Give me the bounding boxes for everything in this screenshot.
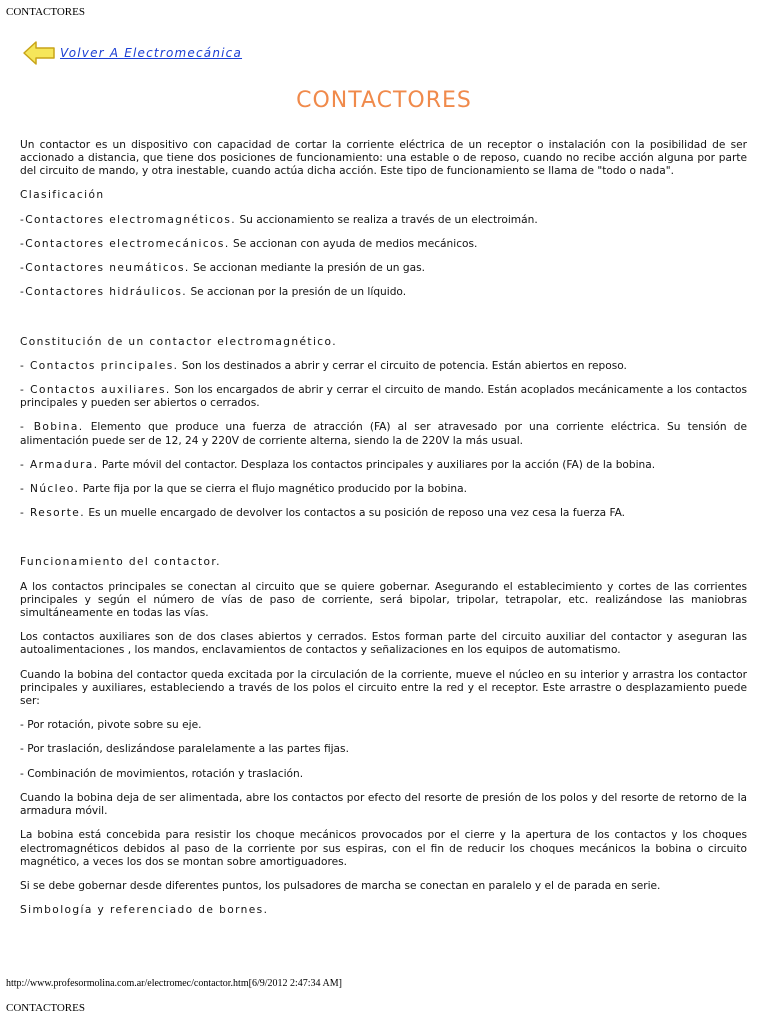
back-arrow-icon[interactable] <box>22 40 56 66</box>
funcionamiento-heading: Funcionamiento del contactor. <box>20 556 221 569</box>
constitucion-term: - Bobina. <box>20 421 84 434</box>
constitucion-term: - Contactos principales. <box>20 359 179 372</box>
constitucion-item <box>20 421 747 447</box>
page-title: CONTACTORES <box>296 88 472 113</box>
funcionamiento-paragraph: Cuando la bobina del contactor queda excitada por la circulación de la corriente, mueve el núcleo en su interior y arrastra los contactor principales y auxiliares, estableciendo a través de los polos el circuito entre la red y el receptor. Este arrastre o desplazamiento puede ser: <box>20 668 747 708</box>
print-header-title: CONTACTORES <box>6 6 85 18</box>
funcionamiento-paragraph: A los contactos principales se conectan al circuito que se quiere gobernar. Asegurando el establecimiento y cortes de las corrientes principales y según el número de vías de paso de corriente, será bipolar, tripolar, tetrapolar, etc. realizándose las maniobras simultáneamente en todas las vías. <box>20 580 747 620</box>
funcionamiento-paragraph: Cuando la bobina deja de ser alimentada, abre los contactos por efecto del resorte de presión de los polos y del resorte de retorno de la armadura móvil. <box>20 791 747 818</box>
intro-paragraph: Un contactor es un dispositivo con capacidad de cortar la corriente eléctrica de un receptor o instalación con la posibilidad de ser accionado a distancia, que tiene dos posiciones de funcionamiento: una estable o de reposo, cuando no recibe acción alguna por parte del circuito de mando, y otra inestable, cuando actúa dicha acción. Este tipo de funcionamiento se llama de "todo o nada". <box>20 139 747 178</box>
funcionamiento-paragraph: La bobina está concebida para resistir los choque mecánicos provocados por el cierre y la apertura de los contactos y los choques electromagnéticos debidos al paso de la corriente por sus espiras, con el fin de reducir los choques mecánicos la bobina o circuito magnético, a veces los dos se montan sobre amortiguadores. <box>20 829 747 868</box>
movement-list-item: - Combinación de movimientos, rotación y traslación. <box>20 767 304 780</box>
funcionamiento-paragraph: Si se debe gobernar desde diferentes puntos, los pulsadores de marcha se conectan en paralelo y el de parada en serie. <box>20 879 661 892</box>
clasificacion-heading: Clasificación <box>20 188 105 201</box>
article-content <box>20 139 747 917</box>
constitucion-term: - Núcleo. <box>20 483 80 496</box>
constitucion-text: Parte móvil del contactor. Desplaza los contactos principales y auxiliares por la acción (FA) de la bobina. <box>98 458 656 471</box>
constitucion-term: - Contactos auxiliares. <box>20 384 171 397</box>
constitucion-text: Parte fija por la que se cierra el flujo magnético producido por la bobina. <box>79 483 467 496</box>
clasificacion-item <box>20 286 747 299</box>
clasificacion-item <box>20 214 747 227</box>
movement-list-item: - Por rotación, pivote sobre su eje. <box>20 719 202 732</box>
clasificacion-item <box>20 262 747 275</box>
constitucion-item <box>20 507 747 520</box>
constitucion-item <box>20 384 747 410</box>
clasificacion-text: Su accionamiento se realiza a través de un electroimán. <box>236 213 538 226</box>
constitucion-item <box>20 459 747 472</box>
constitucion-item <box>20 483 747 496</box>
print-footer-url: http://www.profesormolina.com.ar/electromec/contactor.htm[6/9/2012 2:47:34 AM] <box>6 978 342 989</box>
clasificacion-term: -Contactores neumáticos. <box>20 262 190 275</box>
constitucion-text: Son los encargados de abrir y cerrar el circuito de mando. Están acoplados mecánicamente a los contactos principales y pueden ser abiertos o cerrados. <box>20 384 747 410</box>
back-to-electromecanica-link[interactable]: Volver A Electromecánica <box>60 46 243 60</box>
clasificacion-text: Se accionan mediante la presión de un gas. <box>189 262 425 275</box>
movement-list-item: - Por traslación, deslizándose paralelamente a las partes fijas. <box>20 743 349 756</box>
back-navigation[interactable] <box>22 40 242 66</box>
clasificacion-term: -Contactores electromecánicos. <box>20 238 230 251</box>
constitucion-text: Es un muelle encargado de devolver los contactos a su posición de reposo una vez cesa la fuerza FA. <box>85 507 626 520</box>
print-footer-title: CONTACTORES <box>6 1002 85 1014</box>
constitucion-text: Son los destinados a abrir y cerrar el circuito de potencia. Están abiertos en reposo. <box>178 359 627 372</box>
simbologia-heading: Simbología y referenciado de bornes. <box>20 904 269 917</box>
clasificacion-text: Se accionan por la presión de un líquido. <box>187 286 407 299</box>
constitucion-term: - Resorte. <box>20 507 85 520</box>
funcionamiento-paragraph: Los contactos auxiliares son de dos clases abiertos y cerrados. Estos forman parte del circuito auxiliar del contactor y aseguran las autoalimentaciones , los mandos, enclavamientos de contactos y señalizaciones en los equipos de automatismo. <box>20 631 747 657</box>
constitucion-term: - Armadura. <box>20 458 99 471</box>
clasificacion-term: -Contactores electromagnéticos. <box>20 213 237 226</box>
clasificacion-term: -Contactores hidráulicos. <box>20 286 188 299</box>
constitucion-item <box>20 360 747 373</box>
constitucion-heading: Constitución de un contactor electromagnético. <box>20 335 337 348</box>
constitucion-text: Elemento que produce una fuerza de atracción (FA) al ser atravesado por una corriente eléctrica. Su tensión de alimentación puede ser de 12, 24 y 220V de corriente alterna, siendo la de 220V la más usual. <box>20 421 748 447</box>
clasificacion-text: Se accionan con ayuda de medios mecánicos. <box>229 238 478 251</box>
clasificacion-item <box>20 238 747 251</box>
